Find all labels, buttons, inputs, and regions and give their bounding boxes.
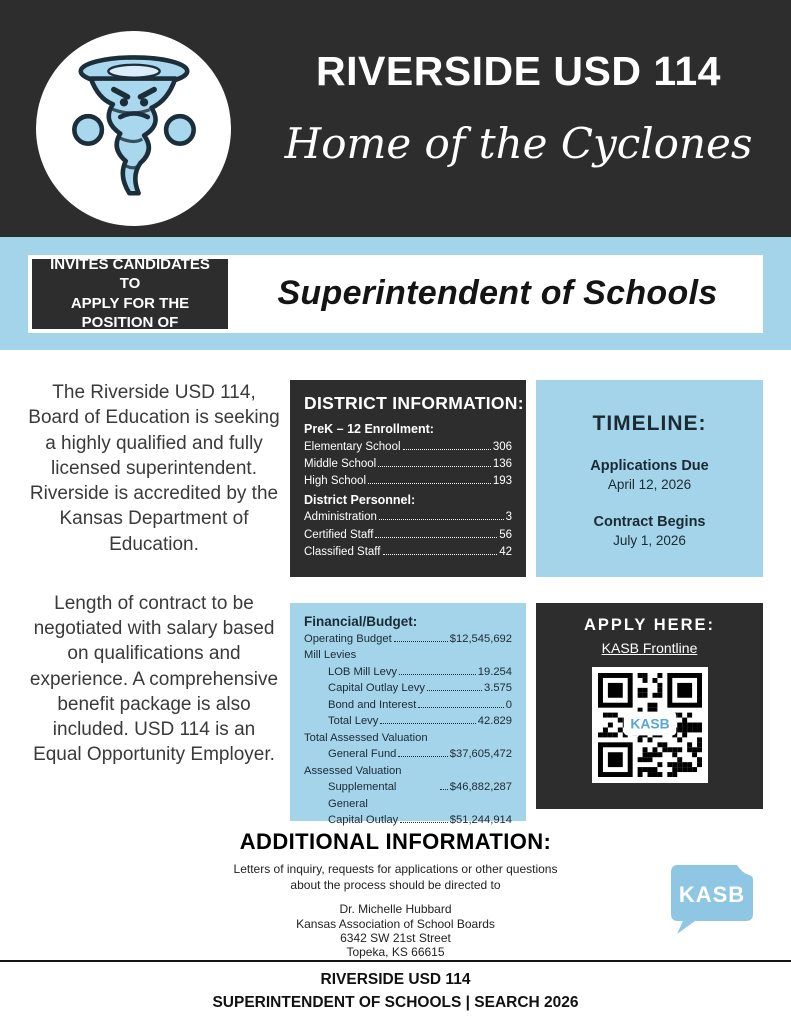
stat-row (304, 697, 512, 713)
middle-column (290, 380, 526, 826)
additional-information-section (0, 821, 791, 974)
dotted-leader (383, 554, 498, 555)
invite-line: APPLY FOR THE (70, 294, 190, 312)
page-footer (0, 960, 791, 1024)
stat-row (304, 779, 512, 812)
dotted-leader (379, 519, 504, 520)
timeline-item (536, 514, 763, 548)
stat-label: Total Levy (328, 715, 379, 728)
timeline-item (536, 458, 763, 492)
stat-label: Administration (304, 511, 377, 524)
kasb-logo-label: KASB (678, 882, 746, 907)
financial-budget-title: Financial/Budget: (304, 614, 418, 629)
apply-here-box (536, 603, 763, 809)
dotted-leader (378, 466, 491, 467)
stat-row (304, 730, 512, 746)
kasb-logo (657, 861, 763, 939)
dotted-leader (399, 674, 476, 675)
stat-row (304, 527, 512, 544)
stat-value: 42.829 (477, 715, 512, 728)
inquiry-note: Letters of inquiry, requests for applications or other questions about the process should be directed to (233, 862, 558, 892)
dotted-leader (403, 449, 491, 450)
stat-value: 0 (505, 698, 512, 711)
stat-row (304, 473, 512, 490)
stat-value: $12,545,692 (449, 633, 512, 645)
dotted-leader (440, 789, 448, 790)
stat-value: 193 (492, 475, 512, 488)
stat-label: Assessed Valuation (304, 764, 402, 777)
timeline-title: TIMELINE: (592, 412, 707, 435)
stat-row (304, 680, 512, 696)
timeline-items (536, 458, 763, 548)
stat-label: Mill Levies (304, 649, 357, 662)
footer-search-title: SUPERINTENDENT OF SCHOOLS | SEARCH 2026 (212, 993, 579, 1011)
timeline-item-date: July 1, 2026 (613, 533, 686, 548)
contact-line: Kansas Association of School Boards (296, 916, 495, 931)
stat-label: Capital Outlay Levy (328, 682, 426, 695)
stat-label: Classified Staff (304, 545, 381, 558)
stat-value: 136 (492, 458, 512, 470)
stat-value: $37,605,472 (449, 748, 512, 761)
district-information-rows (304, 420, 512, 561)
dotted-leader (380, 723, 475, 724)
position-banner (0, 237, 791, 350)
stat-value: 3.575 (484, 682, 512, 695)
stat-value: $46,882,287 (449, 781, 512, 794)
stat-row (304, 647, 512, 663)
additional-information-title: ADDITIONAL INFORMATION: (239, 829, 552, 854)
stat-label: PreK – 12 Enrollment: (304, 422, 434, 436)
financial-budget-box (290, 603, 526, 826)
intro-paragraph-2: Length of contract to be negotiated with salary based on qualifications and experience. A comprehensive benefit package is also included. USD 114 is an Equal Opportunity Employer. (29, 592, 279, 766)
stat-row (304, 664, 512, 680)
right-column (536, 380, 763, 821)
dotted-leader (375, 537, 497, 538)
main-content (0, 350, 791, 826)
invite-line: POSITION OF (81, 314, 179, 331)
kasb-frontline-link[interactable]: KASB Frontline (601, 640, 698, 656)
header-band (0, 0, 791, 237)
dotted-leader (368, 483, 491, 484)
contact-line: Dr. Michelle Hubbard (339, 902, 452, 917)
stat-label: Certified Staff (304, 528, 374, 541)
district-logo (36, 31, 231, 226)
stat-label: LOB Mill Levy (328, 665, 398, 678)
stat-row (304, 509, 512, 526)
timeline-box (536, 380, 763, 577)
stat-value: $51,244,914 (449, 813, 512, 826)
intro-paragraph-1: The Riverside USD 114, Board of Education is seeking a highly qualified and fully licensed superintendent. Riverside is accredited by the Kansas Department of Education. (28, 382, 280, 555)
district-name: RIVERSIDE USD 114 (316, 48, 721, 94)
timeline-item-date: April 12, 2026 (607, 477, 692, 492)
contact-line: 6342 SW 21st Street (340, 930, 451, 945)
stat-row (304, 746, 512, 762)
dotted-leader (398, 756, 447, 757)
stat-label: Middle School (304, 458, 377, 470)
qr-code (592, 667, 708, 783)
stat-value: 42 (499, 545, 512, 558)
stat-row (304, 439, 512, 456)
contact-line: Topeka, KS 66615 (346, 945, 445, 960)
stat-value: 19.254 (477, 665, 512, 678)
stat-row (304, 713, 512, 729)
cyclone-mascot-icon (65, 51, 203, 207)
stat-value: 3 (505, 511, 512, 524)
stat-section-header (304, 420, 512, 439)
stat-label: District Personnel: (304, 492, 416, 507)
stat-label: Bond and Interest (328, 698, 417, 711)
apply-here-title: APPLY HERE: (583, 616, 716, 634)
district-information-title: DISTRICT INFORMATION: (304, 393, 524, 413)
district-tagline: Home of the Cyclones (284, 119, 753, 168)
stat-section-header (304, 491, 512, 510)
position-title: Superintendent of Schools (277, 274, 718, 312)
stat-value: 306 (492, 440, 512, 453)
stat-row (304, 631, 512, 647)
intro-column (28, 380, 280, 821)
qr-code-icon (598, 673, 702, 777)
financial-budget-rows (304, 631, 512, 828)
stat-label: Supplemental General (328, 781, 397, 810)
stat-label: Elementary School (304, 440, 401, 453)
stat-value: 56 (499, 528, 512, 541)
svg-text:KASB: KASB (629, 715, 670, 732)
stat-label: Capital Outlay (328, 813, 399, 826)
dotted-leader (418, 707, 503, 708)
dotted-leader (394, 641, 448, 642)
stat-label: High School (304, 475, 367, 488)
stat-row (304, 456, 512, 473)
stat-label: Operating Budget (304, 633, 392, 645)
footer-district-name: RIVERSIDE USD 114 (320, 971, 471, 989)
stat-label: Total Assessed Valuation (304, 731, 428, 744)
header-titles (262, 48, 775, 168)
district-information-box (290, 380, 526, 577)
invite-line: INVITES CANDIDATES TO (50, 255, 210, 292)
stat-row (304, 763, 512, 779)
position-strip (28, 255, 763, 333)
stat-row (304, 544, 512, 561)
invite-box (32, 255, 228, 331)
dotted-leader (427, 690, 482, 691)
stat-label: General Fund (328, 748, 397, 761)
timeline-item-label: Applications Due (590, 458, 709, 474)
timeline-item-label: Contract Begins (593, 514, 706, 530)
